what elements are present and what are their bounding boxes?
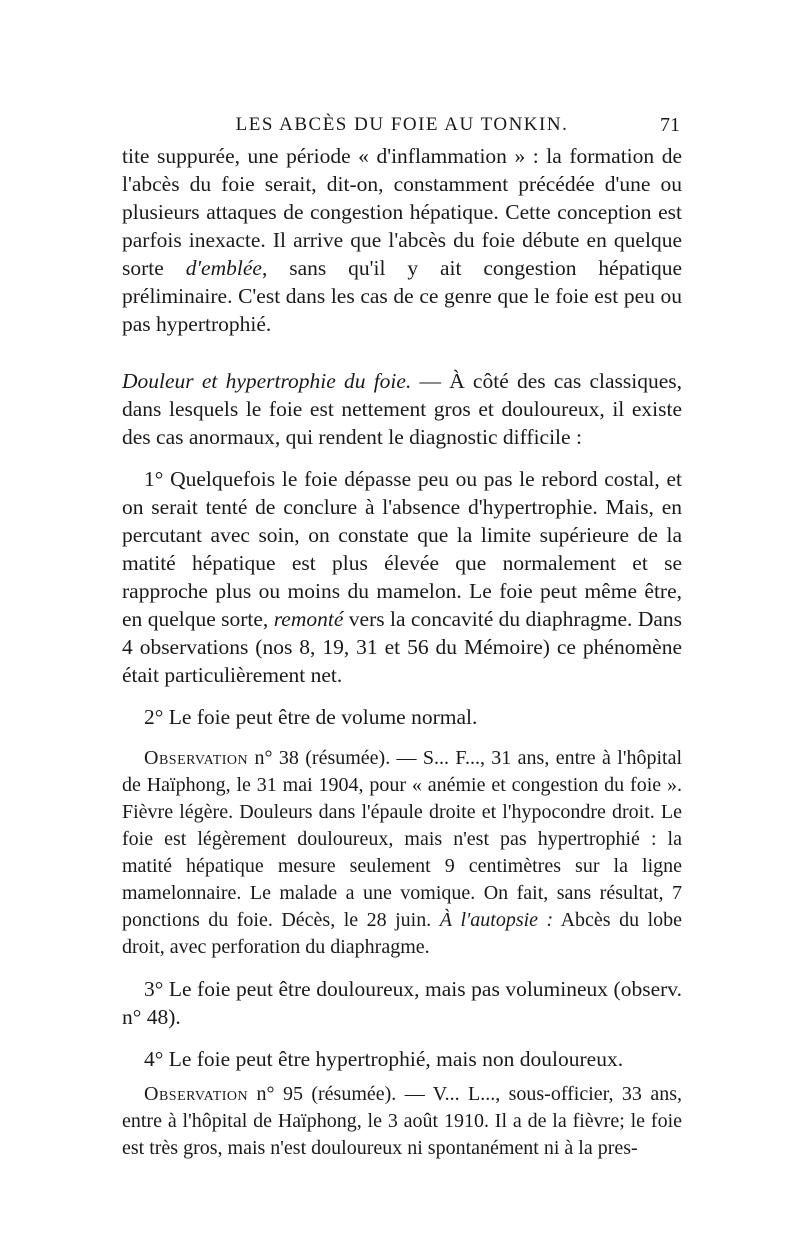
paragraph-1-text: tite suppurée, une période « d'inflammation » : la formation de l'abcès du foie serait, dit-on, constamment précédée d'une ou plusieurs attaques de congestion hépatique. Cette conception est parfois inexacte. Il arrive que l'abcès du foie débute en quelque sorte xyxy=(122,144,682,280)
paragraph-4: 2° Le foie peut être de volume normal. xyxy=(144,705,478,729)
observation-38 xyxy=(122,745,682,961)
body-text xyxy=(122,142,682,1162)
observation-label: Observation xyxy=(144,1083,249,1105)
paragraph-2 xyxy=(122,367,682,451)
observation-38-emphasis: À l'autopsie : xyxy=(439,909,554,931)
observation-38-text-end: Abcès du lobe droit, avec perforation du diaphragme. xyxy=(122,909,683,958)
page-number: 71 xyxy=(660,114,680,136)
observation-95-text: n° 95 (résumée). — V... L..., sous-officier, 33 ans, entre à l'hôpital de Haïphong, le 3 août 1910. Il a de la fièvre; le foie est très gros, mais n'est douloureux ni spontanément ni à la pres- xyxy=(122,1083,682,1159)
paragraph-1-text-end: , sans qu'il y ait congestion hépatique préliminaire. C'est dans les cas de ce genre que le foie est peu ou pas hypertrophié. xyxy=(122,256,683,336)
observation-95 xyxy=(122,1081,682,1162)
paragraph-3-text-end: vers la concavité du diaphragme. Dans 4 observations (nos 8, 19, 31 et 56 du Mémoire) ce phénomène était particulièrement net. xyxy=(122,607,682,687)
observation-label: Observation xyxy=(144,747,249,769)
paragraph-6: 4° Le foie peut être hypertrophié, mais non douloureux. xyxy=(144,1047,624,1071)
book-page xyxy=(122,112,682,1162)
paragraph-3-text: 1° Quelquefois le foie dépasse peu ou pas le rebord costal, et on serait tenté de conclure à l'absence d'hypertrophie. Mais, en percutant avec soin, on constate que la limite supérieure de la matité hépatique est plus élevée que normalement et se rapproche plus ou moins du mamelon. Le foie peut même être, en quelque sorte, xyxy=(122,467,682,631)
observation-38-text: n° 38 (résumée). — S... F..., 31 ans, entre à l'hôpital de Haïphong, le 31 mai 1904, pour « anémie et congestion du foie ». Fièvre légère. Douleurs dans l'épaule droite et l'hypocondre droit. Le foie est légèrement douloureux, mais n'est pas hypertrophié : la matité hépatique mesure seulement 9 centimètres sur la ligne mamelonnaire. Le malade a une vomique. On fait, sans résultat, 7 ponctions du foie. Décès, le 28 juin. xyxy=(122,747,682,931)
paragraph-3-emphasis: remonté xyxy=(273,607,344,631)
section-heading: Douleur et hypertrophie du foie. xyxy=(122,369,412,393)
running-title: LES ABCÈS DU FOIE AU TONKIN. xyxy=(235,114,569,135)
paragraph-1 xyxy=(122,142,682,338)
paragraph-5: 3° Le foie peut être douloureux, mais pas volumineux (observ. n° 48). xyxy=(122,977,682,1029)
page-header xyxy=(122,112,682,142)
paragraph-3 xyxy=(122,465,682,689)
paragraph-2-text: — À côté des cas classiques, dans lesquels le foie est nettement gros et douloureux, il existe des cas anormaux, qui rendent le diagnostic difficile : xyxy=(122,369,682,449)
paragraph-1-emphasis: d'emblée xyxy=(185,256,262,280)
